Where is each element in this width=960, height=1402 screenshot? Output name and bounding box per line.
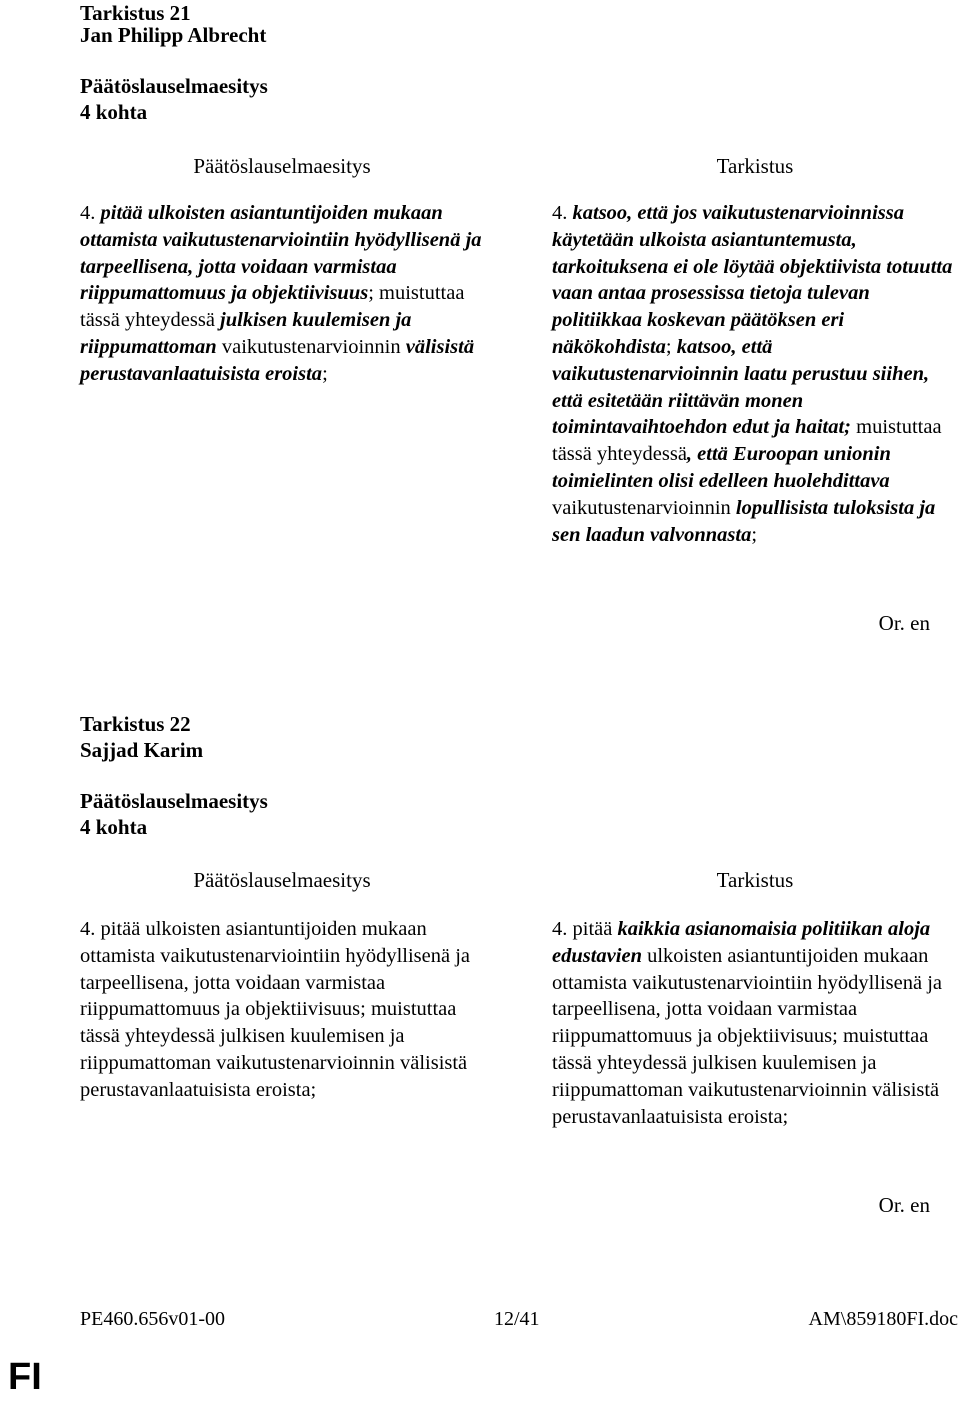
amendment-21-target: Päätöslauselmaesitys: [80, 74, 268, 98]
text-segment: 4.: [552, 202, 573, 224]
amended-text-segment: , että Euroopan unionin toimielinten olisi edelleen huolehdittava: [552, 443, 891, 492]
amendment-21-original-text: [80, 200, 485, 388]
text-segment: vaikutustenarvioinnin: [552, 496, 736, 519]
text-segment: vaikutustenarvioinnin: [216, 335, 406, 358]
amended-text-segment: pitää ulkoisten asiantuntijoiden mukaan ottamista vaikutustenarviointiin hyödyllisenä ja tarpeellisena, jotta voidaan varmistaa riippumattomuus ja objektiivisuus: [80, 202, 482, 305]
amended-text-segment: kaikkia asianomaisia politiikan aloja edustavien: [552, 918, 931, 967]
text-segment: ; muistuttaa tässä yhteydessä: [80, 282, 465, 332]
amendment-22-author: Sajjad Karim: [80, 738, 204, 762]
text-segment: ;: [665, 335, 677, 358]
text-segment: ulkoisten asiantuntijoiden mukaan ottamista vaikutustenarviointiin hyödyllisenä ja tarpeellisena, jotta voidaan varmistaa riippumattomuus ja objektiivisuus; muistuttaa tässä yhteydessä julkisen kuulemisen ja riippumattoman vaikutustenarvioinnin välisistä perustavanlaatuisista eroista;: [552, 944, 943, 1128]
amended-text-segment: katsoo, että jos vaikutustenarvioinnissa käytetään ulkoista asiantuntemusta, tarkoituksena ei ole löytää objektiivista totuutta vaan antaa prosessissa tietoja tulevan politiikkaa koskevan päätöksen eri näkökohdista: [552, 202, 953, 358]
amendment-21-number: Tarkistus 21: [80, 1, 191, 25]
footer-page-number: 12/41: [494, 1308, 540, 1330]
amendment-22-number: Tarkistus 22: [80, 712, 191, 736]
text-segment: ;: [322, 362, 328, 385]
footer-file-name: AM\859180FI.doc: [808, 1308, 958, 1330]
text-segment: 4. pitää ulkoisten asiantuntijoiden mukaan ottamista vaikutustenarviointiin hyödyllisenä ja tarpeellisena, jotta voidaan varmistaa riippumattomuus ja objektiivisuus; muistuttaa tässä yhteydessä julkisen kuulemisen ja riippumattoman vaikutustenarvioinnin välisistä perustavanlaatuisista eroista;: [80, 918, 471, 1101]
amendment-22-right-header: Tarkistus: [716, 868, 794, 892]
text-segment: muistuttaa tässä yhteydessä: [552, 416, 942, 466]
amendment-22-original-language: Or. en: [878, 1193, 930, 1217]
amendment-21-left-header: Päätöslauselmaesitys: [193, 154, 371, 178]
language-code: FI: [8, 1356, 42, 1398]
amended-text-segment: katsoo, että vaikutustenarvioinnin laatu perustuu siihen, että esitetään riittävän monen toimintavaihtoehdon edut ja haitat;: [552, 335, 930, 439]
amendment-21-original-language: Or. en: [878, 611, 930, 635]
text-segment: 4.: [80, 202, 101, 224]
amendment-22-target: Päätöslauselmaesitys: [80, 789, 268, 813]
amendment-22-amended-text: [552, 916, 957, 1130]
text-segment: 4. pitää: [552, 918, 618, 940]
amended-text-segment: välisistä perustavanlaatuisista eroista: [80, 335, 475, 385]
amendment-21-author: Jan Philipp Albrecht: [80, 23, 267, 47]
amended-text-segment: julkisen kuulemisen ja riippumattoman: [80, 309, 412, 358]
amendment-22-original-text: [80, 916, 485, 1104]
amendment-21-right-header: Tarkistus: [716, 154, 794, 178]
text-segment: ;: [751, 523, 758, 546]
amendment-22-point: 4 kohta: [80, 815, 148, 839]
amended-text-segment: lopullisista tuloksista ja sen laadun valvonnasta: [552, 496, 936, 546]
amendment-21-point: 4 kohta: [80, 100, 148, 124]
footer-doc-ref: PE460.656v01-00: [80, 1308, 225, 1330]
amendment-21-amended-text: [552, 200, 957, 548]
amendment-22-left-header: Päätöslauselmaesitys: [193, 868, 371, 892]
